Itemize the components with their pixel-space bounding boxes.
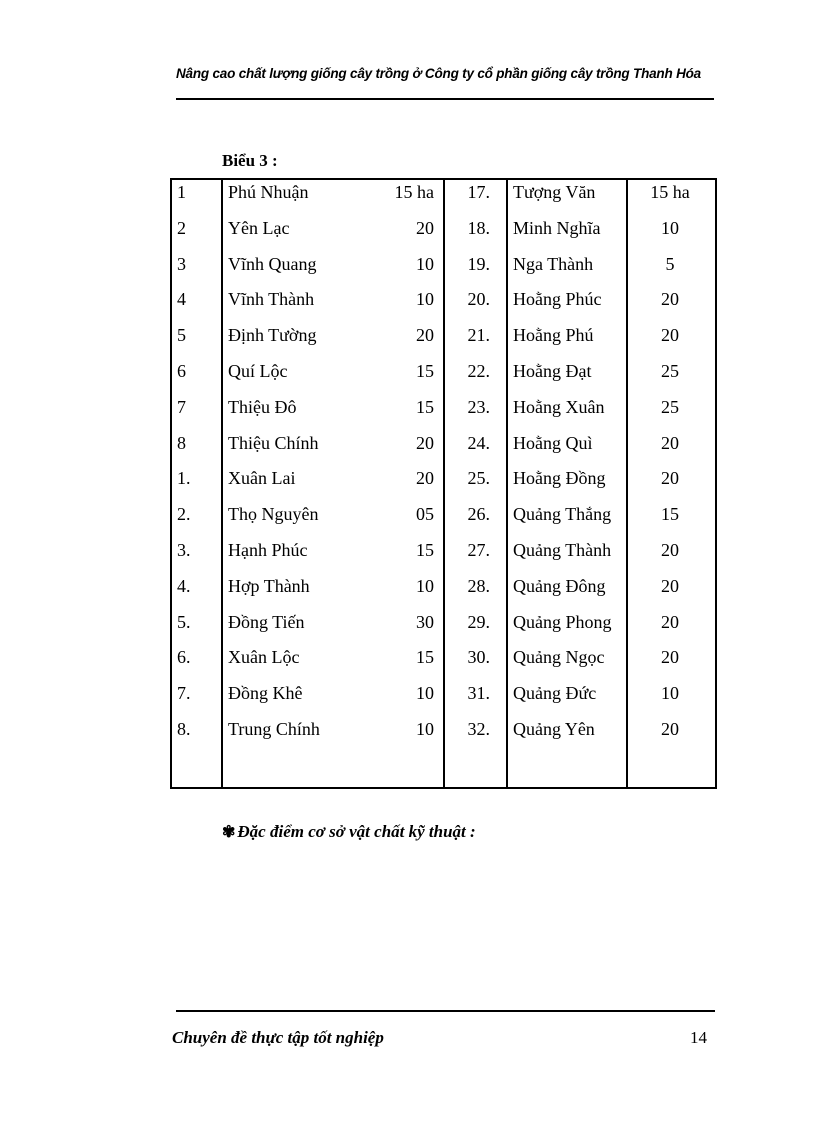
area-value-left: 15 ha [394,182,434,202]
row-number-right: 21. [467,325,490,346]
commune-name-right: Hoằng Phú [513,325,594,346]
commune-name-right: Quảng Ngọc [513,647,605,668]
table-row [172,681,715,717]
area-value-left: 10 [416,719,434,739]
area-value-right: 20 [661,719,679,739]
area-value-left: 20 [416,325,434,346]
page-number: 14 [690,1028,707,1047]
commune-name-left: Phú Nhuận [228,182,309,202]
row-number-right: 19. [467,253,490,274]
table-row [172,359,715,395]
row-number-left: 8. [177,719,191,739]
row-number-right: 22. [467,361,490,381]
table-caption: Biểu 3 : [222,151,278,170]
commune-name-left: Thiệu Đô [228,396,297,417]
area-value-right: 20 [661,432,679,453]
commune-name-right: Quảng Phong [513,611,612,632]
table-row [172,216,715,252]
row-number-right: 24. [467,432,490,453]
row-number-left: 3. [177,540,191,560]
area-value-right: 10 [661,683,679,704]
commune-name-left: Xuân Lai [228,468,296,489]
area-value-left: 15 [416,361,434,381]
commune-name-left: Hạnh Phúc [228,540,308,560]
table-row [172,287,715,323]
row-number-right: 26. [467,504,490,525]
commune-name-right: Hoằng Xuân [513,396,605,417]
area-value-right: 20 [661,325,679,346]
commune-name-right: Quảng Thành [513,540,612,560]
row-number-left: 5 [177,325,186,346]
commune-name-left: Trung Chính [228,719,320,739]
area-value-left: 20 [416,468,434,489]
commune-name-left: Vĩnh Quang [228,253,317,274]
table-row [172,180,715,216]
row-number-right: 20. [467,289,490,310]
area-value-left: 20 [416,217,434,238]
table-row [172,610,715,646]
commune-name-right: Hoằng Đồng [513,468,606,489]
row-number-left: 3 [177,253,186,274]
commune-name-left: Vĩnh Thành [228,289,315,310]
row-number-left: 4 [177,289,186,310]
area-value-right: 20 [661,289,679,310]
row-number-right: 18. [467,217,490,238]
table-row [172,717,715,753]
section-heading-text: Đặc điểm cơ sở vật chất kỹ thuật : [237,822,476,841]
row-number-left: 6 [177,361,186,381]
area-value-left: 20 [416,432,434,453]
table-row [172,323,715,359]
row-number-left: 6. [177,647,191,668]
row-number-right: 17. [467,182,490,202]
commune-name-left: Xuân Lộc [228,647,300,668]
commune-name-right: Hoằng Đạt [513,361,592,381]
running-header-title: Nâng cao chất lượng giống cây trồng ở Công ty cổ phần giống cây trồng Thanh Hóa [176,66,701,81]
table-row [172,538,715,574]
area-value-left: 10 [416,575,434,596]
row-number-right: 29. [467,611,490,632]
header-divider [176,98,714,100]
commune-name-left: Định Tường [228,325,317,346]
table-row [172,645,715,681]
row-number-left: 5. [177,611,191,632]
footer-divider [176,1010,715,1012]
commune-name-left: Thọ Nguyên [228,504,319,525]
area-value-left: 05 [416,504,434,525]
commune-name-right: Quảng Đông [513,575,606,596]
commune-name-right: Minh Nghĩa [513,217,601,238]
area-value-right: 20 [661,575,679,596]
area-value-right: 20 [661,468,679,489]
row-number-right: 31. [467,683,490,704]
commune-name-left: Yên Lạc [228,217,290,238]
flower-bullet-icon: ✾ [222,824,236,841]
commune-name-right: Hoằng Quì [513,432,593,453]
row-number-right: 23. [467,396,490,417]
row-number-left: 8 [177,432,186,453]
row-number-left: 7 [177,396,186,417]
table-row [172,502,715,538]
commune-name-right: Quảng Thắng [513,504,612,525]
commune-name-left: Quí Lộc [228,361,288,381]
commune-name-left: Thiệu Chính [228,432,319,453]
area-value-right: 25 [661,396,679,417]
row-number-left: 2 [177,217,186,238]
row-number-right: 30. [467,647,490,668]
row-number-left: 1 [177,182,186,202]
row-number-left: 7. [177,683,191,704]
commune-name-right: Quảng Đức [513,683,597,704]
row-number-right: 27. [467,540,490,560]
area-value-right: 20 [661,540,679,560]
row-number-left: 1. [177,468,191,489]
area-value-left: 10 [416,683,434,704]
area-value-left: 15 [416,647,434,668]
area-value-left: 15 [416,396,434,417]
area-value-left: 10 [416,253,434,274]
area-value-right: 5 [665,253,675,274]
commune-name-right: Tượng Văn [513,182,596,202]
data-table [170,178,717,789]
row-number-right: 32. [467,719,490,739]
footer-title: Chuyên đề thực tập tốt nghiệp [172,1028,384,1047]
area-value-left: 10 [416,289,434,310]
row-number-left: 2. [177,504,191,525]
row-number-right: 28. [467,575,490,596]
commune-name-left: Hợp Thành [228,575,310,596]
area-value-right: 15 ha [650,182,690,202]
section-heading [222,822,476,842]
table-row [172,574,715,610]
area-value-right: 20 [661,647,679,668]
table-row [172,431,715,467]
area-value-right: 10 [661,217,679,238]
commune-name-left: Đồng Tiến [228,611,305,632]
commune-name-right: Nga Thành [513,253,594,274]
row-number-left: 4. [177,575,191,596]
table-row [172,395,715,431]
row-number-right: 25. [467,468,490,489]
commune-name-left: Đồng Khê [228,683,303,704]
commune-name-right: Hoằng Phúc [513,289,602,310]
commune-name-right: Quảng Yên [513,719,595,739]
table-row [172,252,715,288]
table-row [172,466,715,502]
area-value-right: 15 [661,504,679,525]
area-value-right: 20 [661,611,679,632]
area-value-right: 25 [661,361,679,381]
area-value-left: 15 [416,540,434,560]
area-value-left: 30 [416,611,434,632]
